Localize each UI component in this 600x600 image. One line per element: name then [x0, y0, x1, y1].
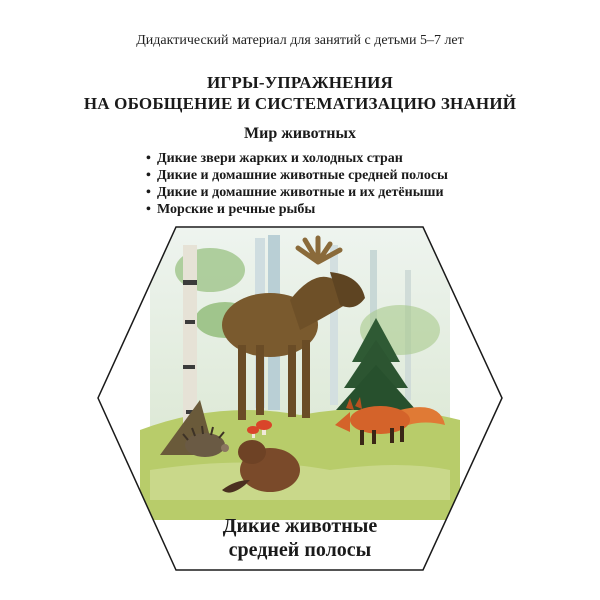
caption-line-2: средней полосы [228, 539, 372, 561]
title-line-2: НА ОБОБЩЕНИЕ И СИСТЕМАТИЗАЦИЮ ЗНАНИЙ [83, 94, 517, 113]
title-line-1: ИГРЫ-УПРАЖНЕНИЯ [206, 73, 394, 92]
forest-illustration [140, 228, 460, 520]
caption-line-1: Дикие животные [222, 515, 378, 537]
audience-note: Дидактический материал для занятий с детьми 5–7 лет [136, 33, 464, 48]
list-item: • Дикие звери жарких и холодных стран [146, 150, 448, 167]
list-item: • Дикие и домашние животные средней полосы [146, 167, 448, 184]
list-item: • Морские и речные рыбы [146, 201, 448, 218]
list-item: • Дикие и домашние животные и их детёныши [146, 184, 448, 201]
section-title: Мир животных [244, 125, 356, 142]
card-caption [150, 514, 450, 562]
